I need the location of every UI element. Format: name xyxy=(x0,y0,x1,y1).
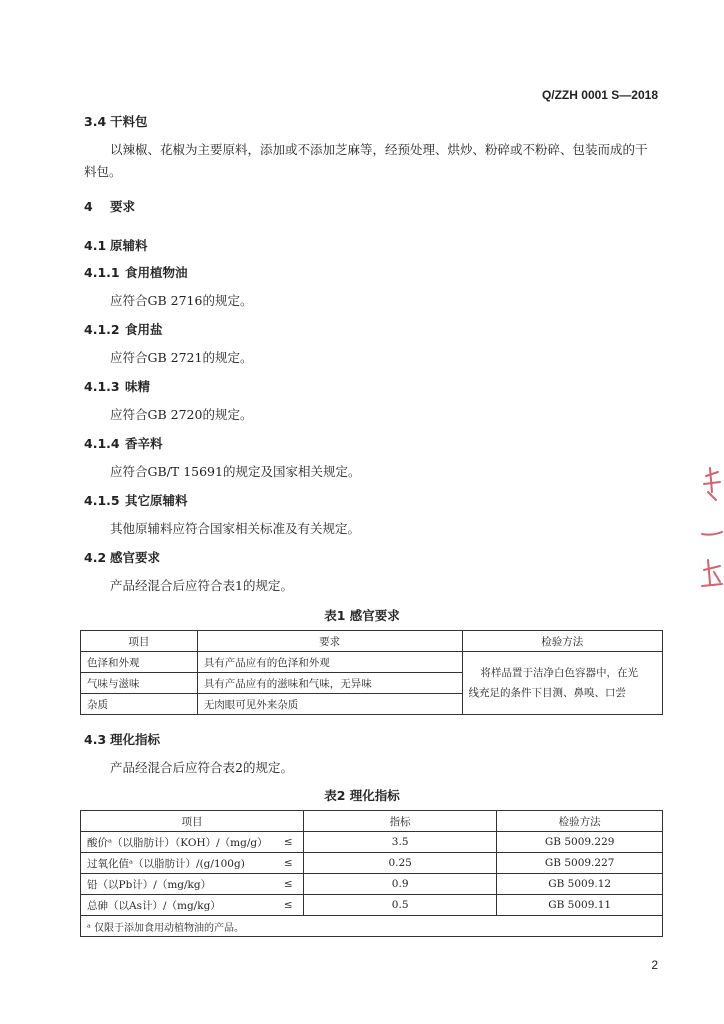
section-title: 味精 xyxy=(125,379,151,394)
table2-caption: 表2 理化指标 xyxy=(324,788,400,803)
paragraph-4-1-2: 应符合GB 2721的规定。 xyxy=(110,350,253,365)
heading-3-4 xyxy=(84,112,148,130)
heading-4 xyxy=(84,197,135,215)
heading-4-1-2 xyxy=(84,320,163,338)
section-number: 4 xyxy=(84,199,93,214)
physicochemical-indicators-table xyxy=(80,810,663,937)
paragraph-3-4-line2: 料包。 xyxy=(84,164,122,179)
section-title: 要求 xyxy=(110,199,136,214)
table-cell: 3.5 xyxy=(303,832,496,853)
method-line: 将样品置于洁净白色容器中，在光 xyxy=(480,667,638,679)
section-title: 理化指标 xyxy=(110,732,161,747)
table-header-row xyxy=(81,631,663,652)
method-cell xyxy=(462,652,663,715)
paragraph-4-1-4: 应符合GB/T 15691的规定及国家相关规定。 xyxy=(110,464,361,479)
header-cell: 项目 xyxy=(81,631,198,652)
paragraph-4-1-3: 应符合GB 2720的规定。 xyxy=(110,407,253,422)
table-cell: ≤ xyxy=(274,832,304,853)
section-title: 其它原辅料 xyxy=(125,493,188,508)
method-line: 线充足的条件下目测、鼻嗅、口尝 xyxy=(468,687,626,699)
heading-4-1 xyxy=(84,236,148,254)
seal-stamp-icon xyxy=(698,462,724,592)
section-title: 原辅料 xyxy=(110,238,148,253)
section-number: 4.1.4 xyxy=(84,436,120,451)
heading-4-3 xyxy=(84,730,160,748)
section-number: 4.2 xyxy=(84,550,107,565)
section-title: 食用盐 xyxy=(125,322,163,337)
section-title: 香辛料 xyxy=(125,436,163,451)
table-cell: ≤ xyxy=(274,853,304,874)
table1-caption: 表1 感官要求 xyxy=(324,608,400,623)
table-cell: GB 5009.11 xyxy=(497,895,663,916)
header-cell: 指标 xyxy=(303,811,496,832)
table-cell: 具有产品应有的色泽和外观 xyxy=(197,652,462,673)
table-cell: 具有产品应有的滋味和气味，无异味 xyxy=(197,673,462,694)
paragraph-4-1-5: 其他原辅料应符合国家相关标准及有关规定。 xyxy=(110,521,361,536)
paragraph-3-4-line1: 以辣椒、花椒为主要原料，添加或不添加芝麻等，经预处理、烘炒、粉碎或不粉碎、包装而成的干 xyxy=(110,142,648,157)
table-footnote: ᵃ 仅限于添加食用动植物油的产品。 xyxy=(81,916,663,937)
heading-4-1-1 xyxy=(84,263,188,281)
page-number: 2 xyxy=(651,958,658,972)
table-cell: GB 5009.227 xyxy=(497,853,663,874)
table-cell: 杂质 xyxy=(81,694,198,715)
table-cell: 过氧化值ᵃ（以脂肪计）/(g/100g) xyxy=(81,853,274,874)
section-number: 4.1.3 xyxy=(84,379,120,394)
table-row xyxy=(81,895,663,916)
sensory-requirements-table xyxy=(80,630,663,715)
section-title: 干料包 xyxy=(110,114,148,129)
table-cell: 酸价ᵃ（以脂肪计）（KOH）/（mg/g） xyxy=(81,832,274,853)
table-cell: GB 5009.12 xyxy=(497,874,663,895)
section-number: 4.1.5 xyxy=(84,493,120,508)
table-cell: GB 5009.229 xyxy=(497,832,663,853)
heading-4-1-5 xyxy=(84,491,188,509)
paragraph-4-2: 产品经混合后应符合表1的规定。 xyxy=(110,578,293,593)
heading-4-1-4 xyxy=(84,434,163,452)
table-cell: 0.25 xyxy=(303,853,496,874)
table-cell: 0.5 xyxy=(303,895,496,916)
header-cell: 要求 xyxy=(197,631,462,652)
table-cell: ≤ xyxy=(274,895,304,916)
table-row xyxy=(81,874,663,895)
heading-4-1-3 xyxy=(84,377,150,395)
table-cell: 铅（以Pb计）/（mg/kg） xyxy=(81,874,274,895)
table-cell: 气味与滋味 xyxy=(81,673,198,694)
table-row xyxy=(81,853,663,874)
section-number: 4.1.2 xyxy=(84,322,120,337)
table-cell: 色泽和外观 xyxy=(81,652,198,673)
table-cell: 0.9 xyxy=(303,874,496,895)
table-row xyxy=(81,832,663,853)
paragraph-4-1-1: 应符合GB 2716的规定。 xyxy=(110,293,253,308)
section-title: 感官要求 xyxy=(110,550,161,565)
section-title: 食用植物油 xyxy=(125,265,188,280)
table-row xyxy=(81,652,663,673)
table-header-row xyxy=(81,811,663,832)
header-cell: 检验方法 xyxy=(497,811,663,832)
section-number: 4.1 xyxy=(84,238,107,253)
table-cell: 总砷（以As计）/（mg/kg） xyxy=(81,895,274,916)
table-cell: ≤ xyxy=(274,874,304,895)
section-number: 4.3 xyxy=(84,732,107,747)
section-number: 4.1.1 xyxy=(84,265,120,280)
heading-4-2 xyxy=(84,548,160,566)
document-code: Q/ZZH 0001 S—2018 xyxy=(541,88,658,102)
section-number: 3.4 xyxy=(84,114,107,129)
table-footnote-row xyxy=(81,916,663,937)
header-cell: 检验方法 xyxy=(462,631,663,652)
paragraph-4-3: 产品经混合后应符合表2的规定。 xyxy=(110,760,293,775)
header-cell: 项目 xyxy=(81,811,304,832)
table-cell: 无肉眼可见外来杂质 xyxy=(197,694,462,715)
